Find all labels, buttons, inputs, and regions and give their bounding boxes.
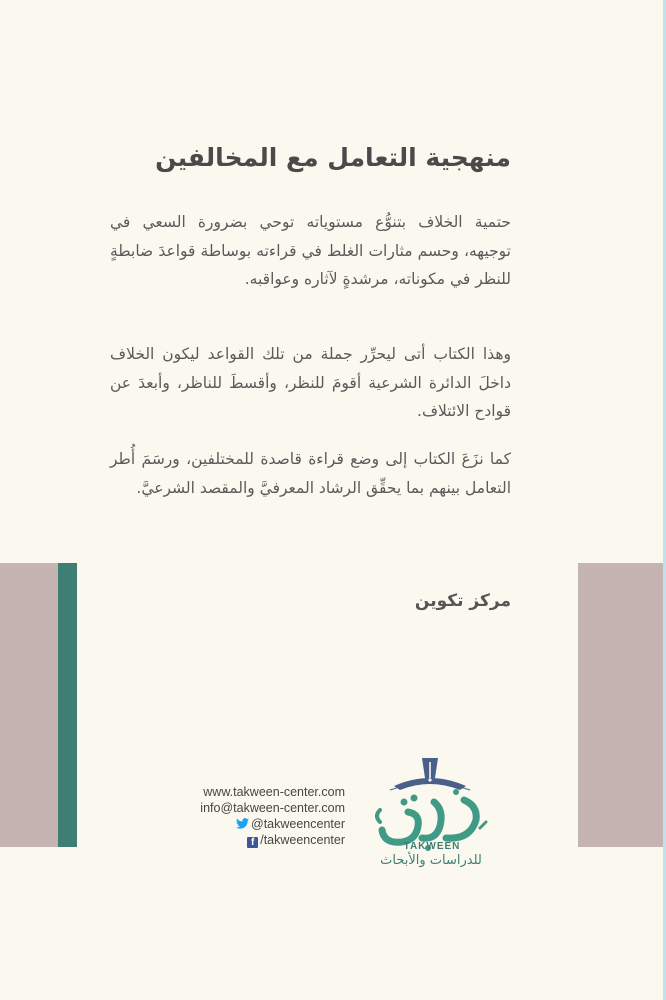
- facebook-handle[interactable]: [140, 832, 345, 848]
- book-title: منهجية التعامل مع المخالفين: [155, 143, 511, 172]
- twitter-icon: [236, 818, 249, 829]
- logo-subtitle: للدراسات والأبحاث: [380, 853, 482, 868]
- left-teal-stripe: [58, 563, 77, 847]
- twitter-handle[interactable]: [140, 816, 345, 832]
- facebook-label: /takweencenter: [260, 833, 345, 847]
- author-name: مركز تكوين: [414, 591, 511, 611]
- website-link[interactable]: www.takween-center.com: [203, 785, 345, 799]
- contact-block: [140, 784, 345, 848]
- description-paragraph-3: كما نزَعَ الكتاب إلى وضع قراءة قاصدة للمختلفين، ورسَمَ أُطر التعامل بينهم بما يحقِّق الرشاد المعرفيَّ والمقصد الشرعيَّ.: [110, 450, 511, 497]
- right-mauve-band: [578, 563, 663, 847]
- description-paragraph-1: حتمية الخلاف بتنوُّع مستوياته توحي بضرورة السعي في توجيهه، وحسم مثارات الغلط في قراءته بوساطة قواعدَ ضابطةٍ للنظر في مكوناته، مرشدةٍ لآثاره وعواقبه.: [110, 213, 511, 288]
- email-link[interactable]: info@takween-center.com: [200, 801, 345, 815]
- description-paragraph-2: وهذا الكتاب أتى ليحرِّر جملة من تلك القواعد ليكون الخلاف داخلَ الدائرة الشرعية أقومَ للنظر، وأقسطَ للناظر، وأبعدَ عن قوادح الائتلاف.: [110, 345, 511, 420]
- logo-latin-name: TAKWEEN: [403, 841, 461, 852]
- left-mauve-band: [0, 563, 58, 847]
- facebook-icon: f: [247, 837, 258, 848]
- twitter-label: @takweencenter: [251, 817, 345, 831]
